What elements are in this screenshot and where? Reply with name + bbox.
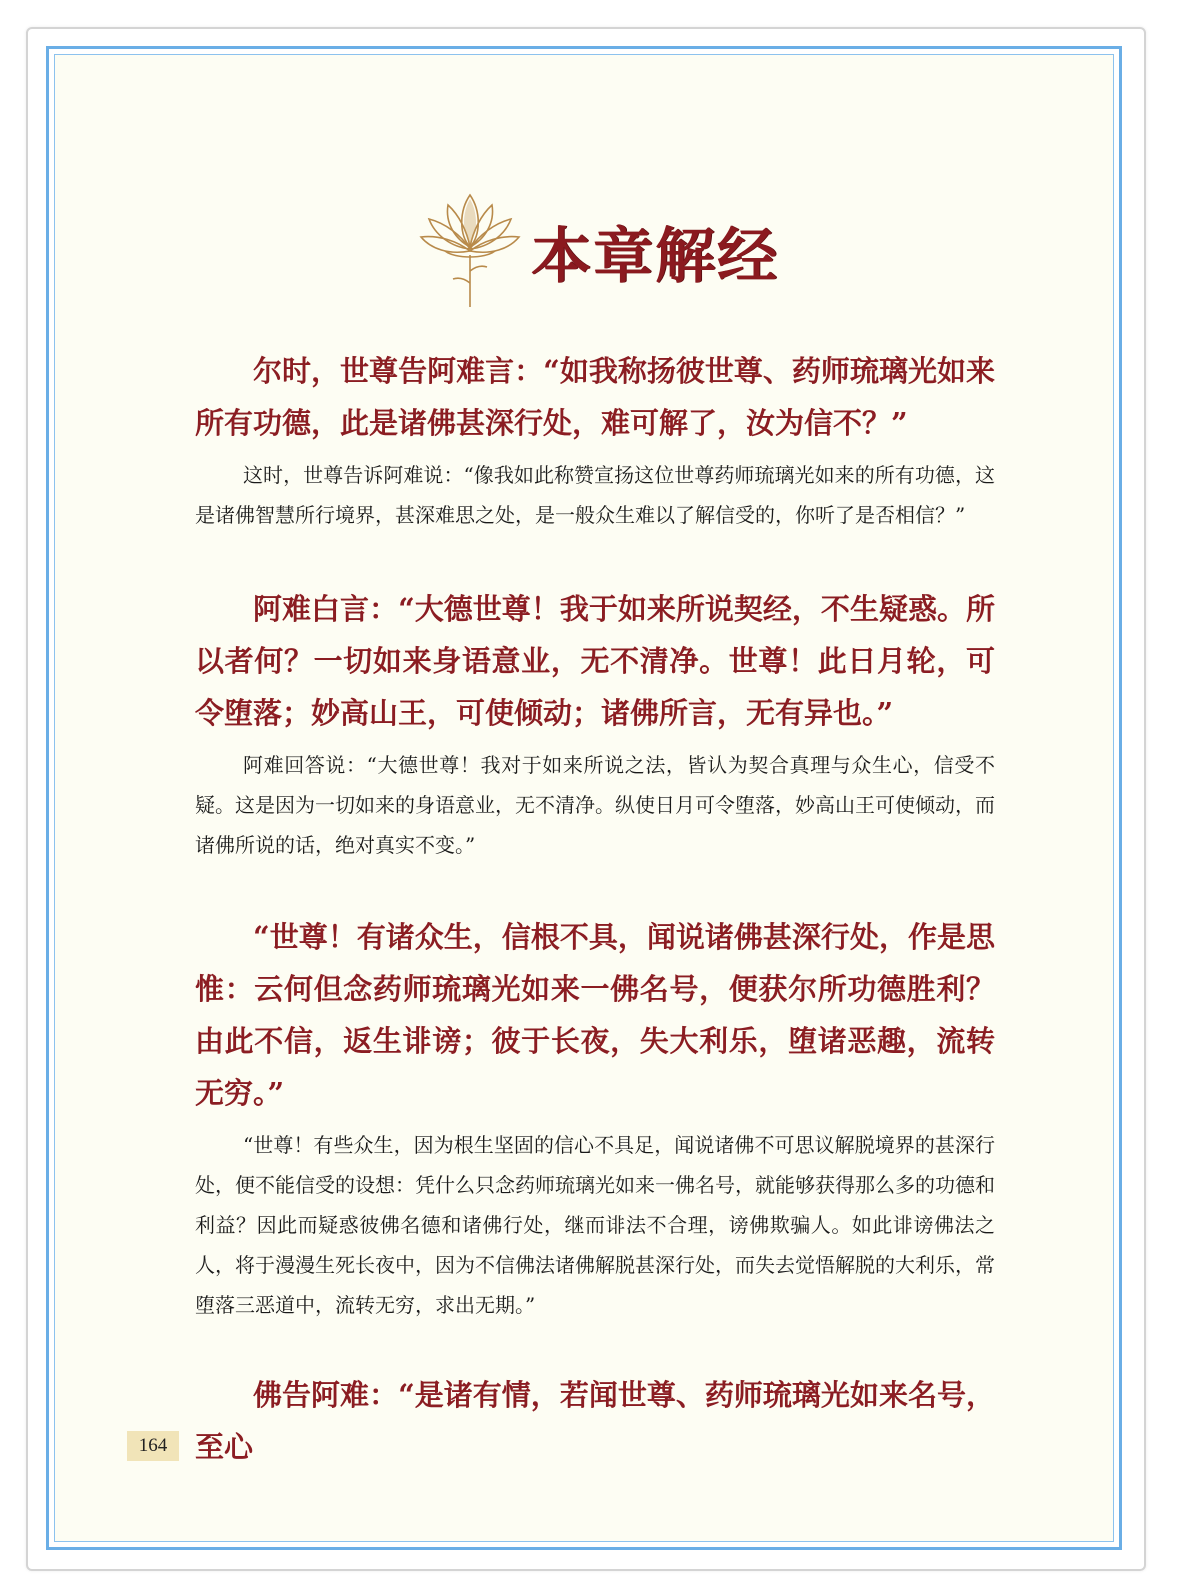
- translation-paragraph: 这时，世尊告诉阿难说：“像我如此称赞宣扬这位世尊药师琉璃光如来的所有功德，这是诸佛智慧所行境界，甚深难思之处，是一般众生难以了解信受的，你听了是否相信？”: [195, 463, 995, 527]
- sutra-paragraph: 佛告阿难：“是诸有情，若闻世尊、药师琉璃光如来名号，至心: [195, 1378, 995, 1464]
- translation-paragraph: “世尊！有些众生，因为根生坚固的信心不具足，闻说诸佛不可思议解脱境界的甚深行处，便不能信受的设想：凭什么只念药师琉璃光如来一佛名号，就能够获得那么多的功德和利益？因此而疑惑彼佛名德和诸佛行处，继而诽法不合理，谤佛欺骗人。如此诽谤佛法之人，将于漫漫生死长夜中，因为不信佛法诸佛解脱甚深行处，而失去觉悟解脱的大利乐，常堕落三恶道中，流转无穷，求出无期。”: [195, 1133, 995, 1317]
- sutra-paragraph: 阿难白言：“大德世尊！我于如来所说契经，不生疑惑。所以者何？一切如来身语意业，无不清净。世尊！此日月轮，可令堕落；妙高山王，可使倾动；诸佛所言，无有异也。”: [195, 592, 995, 730]
- sutra-paragraph: “世尊！有诸众生，信根不具，闻说诸佛甚深行处，作是思惟：云何但念药师琉璃光如来一佛名号，便获尔所功德胜利？由此不信，返生诽谤；彼于长夜，失大利乐，堕诸恶趣，流转无穷。”: [195, 920, 995, 1110]
- page-card: [26, 27, 1146, 1571]
- page-number: 164: [127, 1431, 179, 1461]
- page-body: [54, 54, 1114, 1542]
- lotus-icon: [415, 185, 525, 310]
- main-content: [195, 345, 995, 1473]
- translation-paragraph: 阿难回答说：“大德世尊！我对于如来所说之法，皆认为契合真理与众生心，信受不疑。这是因为一切如来的身语意业，无不清净。纵使日月可令堕落，妙高山王可使倾动，而诸佛所说的话，绝对真实不变。”: [195, 753, 995, 857]
- chapter-header: [415, 185, 779, 310]
- page-border: [46, 46, 1122, 1550]
- sutra-paragraph: 尔时，世尊告阿难言：“如我称扬彼世尊、药师琉璃光如来所有功德，此是诸佛甚深行处，难可解了，汝为信不？”: [195, 354, 995, 440]
- chapter-title: 本章解经: [531, 222, 779, 292]
